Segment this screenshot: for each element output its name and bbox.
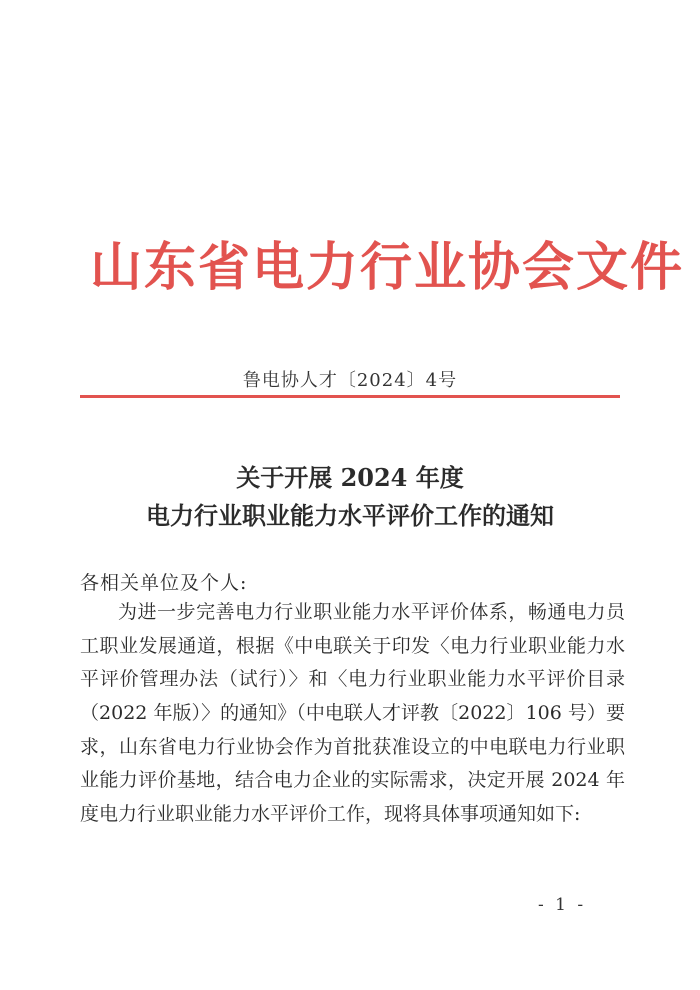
document-number: 鲁电协人才〔2024〕4号 <box>242 370 458 391</box>
body-paragraph <box>80 596 625 832</box>
body-line: 为进一步完善电力行业职业能力水平评价体系，畅通电力员 <box>118 601 625 623</box>
notice-title-line-1: 关于开展 2024 年度 <box>236 463 464 492</box>
masthead-title: 山东省电力行业协会文件 <box>90 237 685 298</box>
body-line: 业能力评价基地，结合电力企业的实际需求，决定开展 2024 年 <box>80 769 625 792</box>
body-line: 度电力行业职业能力水平评价工作，现将具体事项通知如下: <box>80 803 581 826</box>
body-line: （2022 年版）〉的通知》（中电联人才评教〔2022〕106 号）要 <box>80 702 625 725</box>
body-line: 求，山东省电力行业协会作为首批获准设立的中电联电力行业职 <box>80 735 625 758</box>
body-line: 工职业发展通道，根据《中电联关于印发〈电力行业职业能力水 <box>80 634 625 657</box>
salutation: 各相关单位及个人: <box>80 572 248 594</box>
red-divider <box>80 395 620 398</box>
notice-title-line-2: 电力行业职业能力水平评价工作的通知 <box>146 501 554 530</box>
body-line: 平评价管理办法（试行）〉和〈电力行业职业能力水平评价目录 <box>80 668 625 691</box>
page-number: - 1 - <box>538 895 587 915</box>
